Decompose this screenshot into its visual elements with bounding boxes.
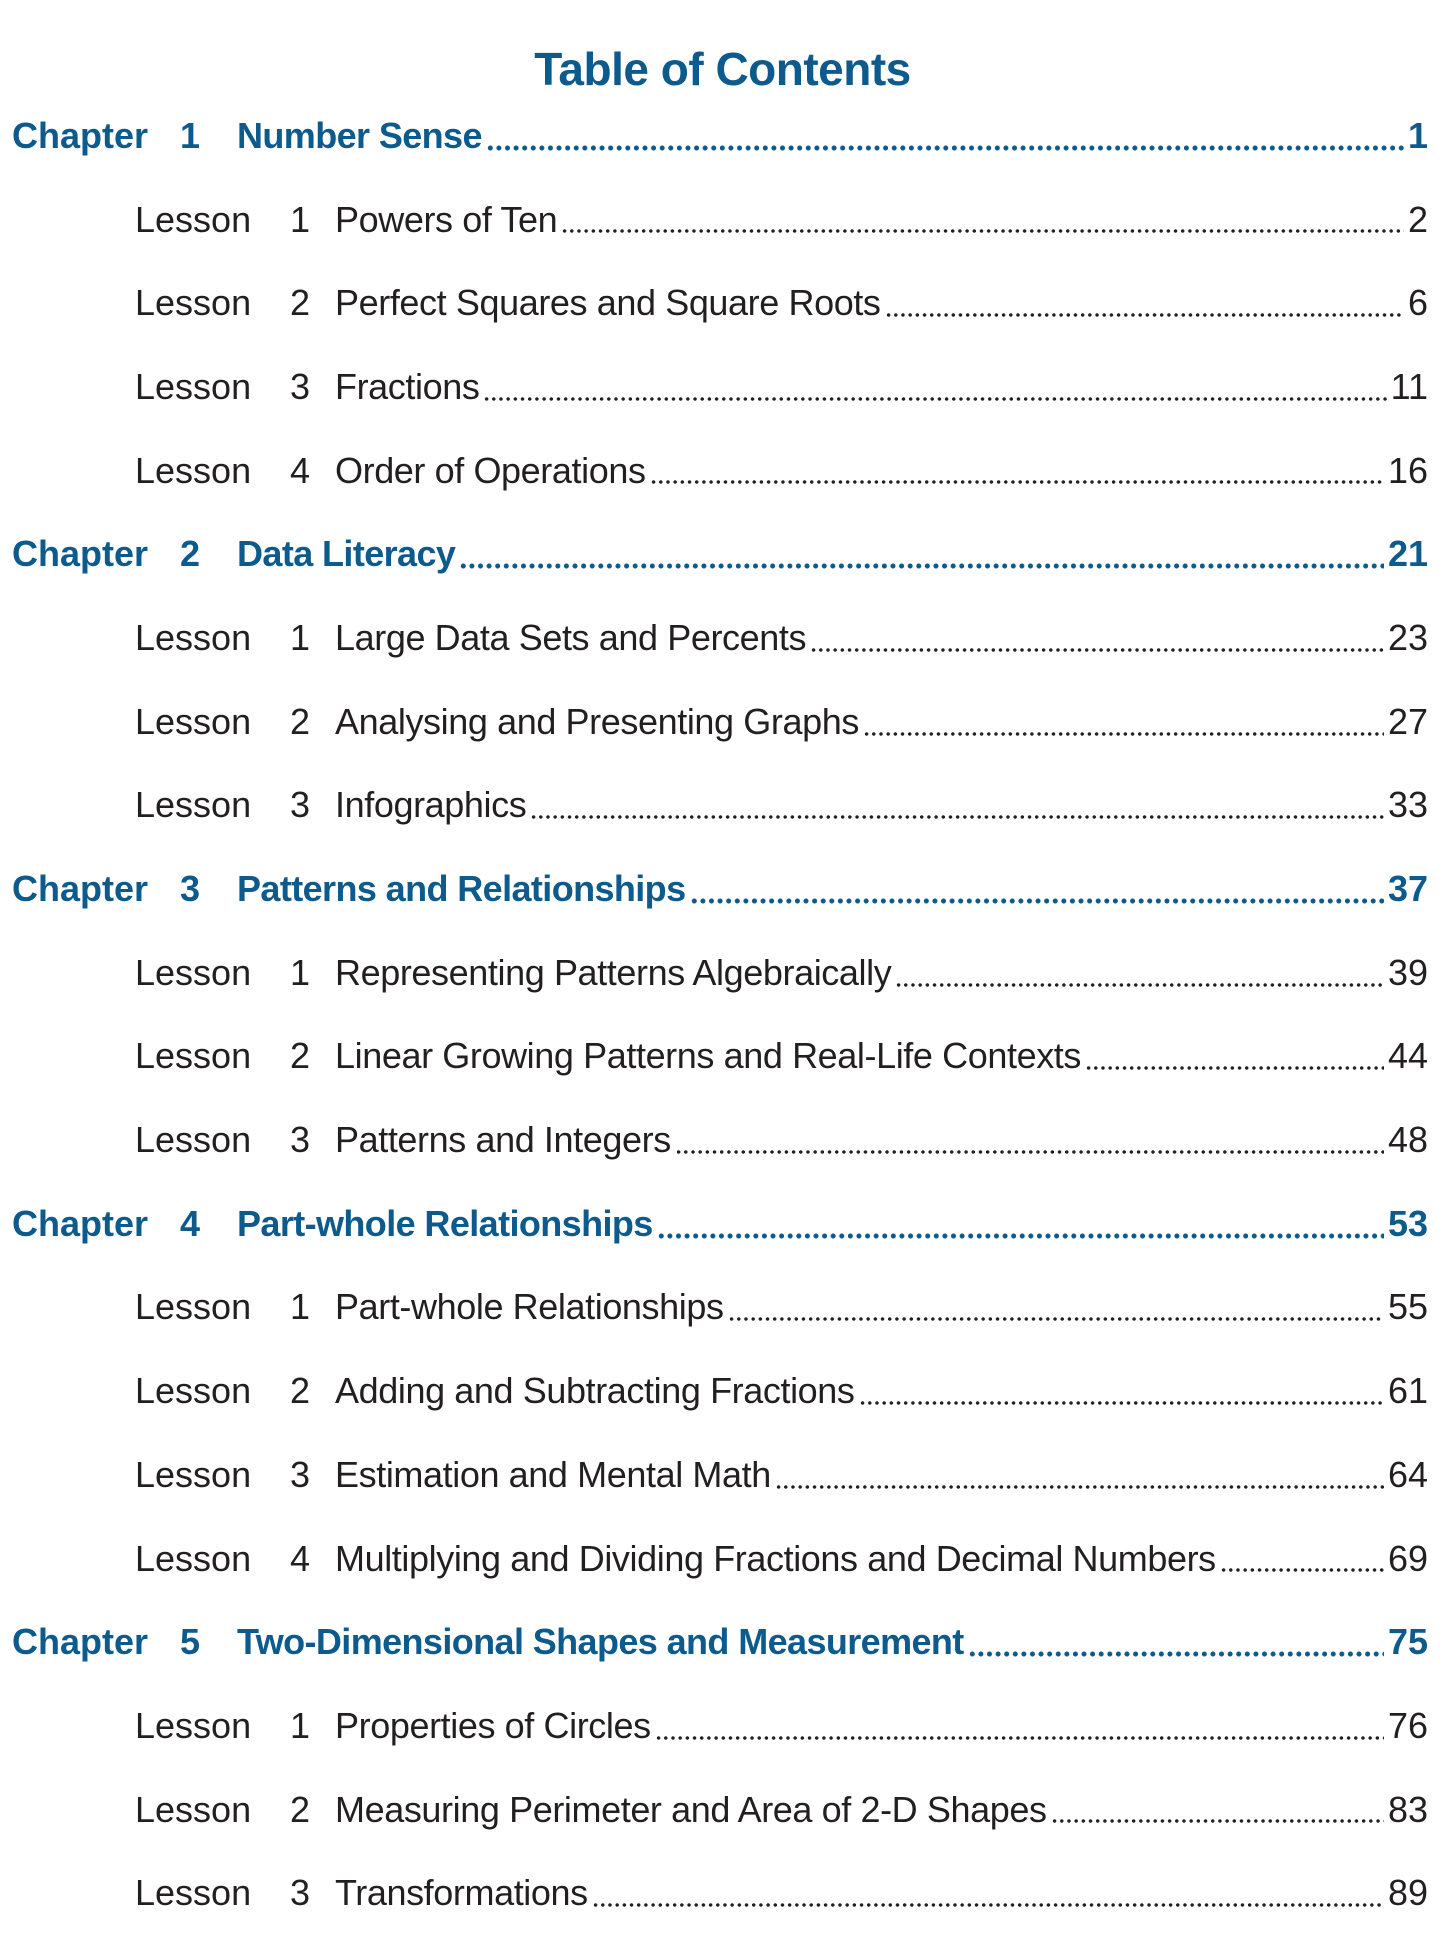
chapter-label: Chapter [12, 114, 149, 156]
dot-leader [690, 898, 1384, 904]
lesson-number: 3 [290, 784, 311, 826]
lesson-number: 2 [290, 700, 311, 742]
lesson-label: Lesson [135, 1788, 252, 1830]
lesson-number: 2 [290, 1035, 311, 1077]
lesson-number: 1 [290, 616, 311, 658]
lesson-title[interactable]: Infographics [335, 784, 527, 826]
lesson-number: 1 [290, 198, 311, 240]
dot-leader [859, 1400, 1384, 1406]
chapter-label: Chapter [12, 868, 149, 910]
lesson-title[interactable]: Powers of Ten [335, 198, 558, 240]
toc-list [0, 94, 1445, 1935]
toc-lesson-entry[interactable] [0, 931, 1445, 1015]
dot-leader [810, 647, 1384, 653]
lesson-label: Lesson [135, 784, 252, 826]
chapter-page-number[interactable]: 75 [1387, 1621, 1428, 1663]
lesson-prefix [135, 1705, 335, 1747]
lesson-title[interactable]: Properties of Circles [335, 1704, 651, 1746]
lesson-title[interactable]: Analysing and Presenting Graphs [335, 700, 859, 742]
lesson-prefix [135, 282, 335, 324]
lesson-title[interactable]: Fractions [335, 365, 480, 407]
lesson-page-number[interactable]: 2 [1407, 198, 1428, 240]
lesson-number: 4 [290, 1537, 311, 1579]
lesson-prefix [135, 1454, 335, 1496]
chapter-page-number[interactable]: 1 [1407, 114, 1428, 156]
lesson-title[interactable]: Adding and Subtracting Fractions [335, 1370, 855, 1412]
lesson-label: Lesson [135, 1035, 252, 1077]
lesson-title[interactable]: Perfect Squares and Square Roots [335, 282, 881, 324]
dot-leader [530, 814, 1384, 820]
toc-lesson-entry[interactable] [0, 1098, 1445, 1182]
lesson-number: 2 [290, 282, 311, 324]
chapter-title[interactable]: Part-whole Relationships [237, 1202, 653, 1244]
dot-leader [657, 1233, 1384, 1239]
chapter-prefix [12, 115, 237, 157]
toc-lesson-entry[interactable] [0, 429, 1445, 513]
dot-leader [655, 1735, 1384, 1741]
lesson-prefix [135, 617, 335, 659]
lesson-prefix [135, 1538, 335, 1580]
lesson-label: Lesson [135, 616, 252, 658]
toc-lesson-entry[interactable] [0, 1349, 1445, 1433]
toc-chapter-entry[interactable] [0, 1182, 1445, 1266]
chapter-prefix [12, 868, 237, 910]
chapter-title[interactable]: Data Literacy [237, 533, 456, 575]
lesson-label: Lesson [135, 1453, 252, 1495]
toc-chapter-entry[interactable] [0, 847, 1445, 931]
lesson-page-number[interactable]: 69 [1387, 1537, 1428, 1579]
lesson-label: Lesson [135, 1370, 252, 1412]
lesson-number: 2 [290, 1788, 311, 1830]
chapter-prefix [12, 1203, 237, 1245]
chapter-label: Chapter [12, 1621, 149, 1663]
lesson-prefix [135, 1286, 335, 1328]
lesson-page-number[interactable]: 23 [1387, 616, 1428, 658]
chapter-prefix [12, 533, 237, 575]
lesson-page-number[interactable]: 83 [1387, 1788, 1428, 1830]
dot-leader [483, 396, 1386, 402]
lesson-title[interactable]: Estimation and Mental Math [335, 1453, 771, 1495]
lesson-number: 1 [290, 951, 311, 993]
lesson-title[interactable]: Patterns and Integers [335, 1119, 671, 1161]
lesson-label: Lesson [135, 365, 252, 407]
lesson-title[interactable]: Order of Operations [335, 449, 646, 491]
lesson-page-number[interactable]: 16 [1387, 449, 1428, 491]
toc-chapter-entry[interactable] [0, 1600, 1445, 1684]
lesson-page-number[interactable]: 11 [1390, 365, 1428, 407]
lesson-label: Lesson [135, 951, 252, 993]
lesson-prefix [135, 199, 335, 241]
lesson-prefix [135, 1035, 335, 1077]
lesson-label: Lesson [135, 198, 252, 240]
lesson-label: Lesson [135, 1119, 252, 1161]
chapter-number: 2 [180, 533, 201, 575]
dot-leader [1085, 1065, 1384, 1071]
dot-leader [1051, 1818, 1384, 1824]
lesson-title[interactable]: Large Data Sets and Percents [335, 616, 807, 658]
lesson-prefix [135, 1370, 335, 1412]
lesson-prefix [135, 784, 335, 826]
toc-chapter-entry[interactable] [0, 512, 1445, 596]
chapter-title[interactable]: Patterns and Relationships [237, 868, 686, 910]
dot-leader [675, 1149, 1384, 1155]
toc-lesson-entry[interactable] [0, 680, 1445, 764]
dot-leader [592, 1902, 1384, 1908]
lesson-title[interactable]: Representing Patterns Algebraically [335, 951, 892, 993]
chapter-label: Chapter [12, 1202, 149, 1244]
lesson-prefix [135, 952, 335, 994]
chapter-page-number[interactable]: 37 [1387, 868, 1428, 910]
lesson-page-number[interactable]: 55 [1387, 1286, 1428, 1328]
lesson-page-number[interactable]: 27 [1387, 700, 1428, 742]
lesson-prefix [135, 1119, 335, 1161]
lesson-label: Lesson [135, 1537, 252, 1579]
lesson-label: Lesson [135, 1704, 252, 1746]
lesson-page-number[interactable]: 61 [1387, 1370, 1428, 1412]
dot-leader [885, 312, 1404, 318]
toc-lesson-entry[interactable] [0, 261, 1445, 345]
chapter-number: 4 [180, 1202, 201, 1244]
lesson-page-number[interactable]: 48 [1387, 1119, 1428, 1161]
lesson-page-number[interactable]: 33 [1387, 784, 1428, 826]
dot-leader [561, 228, 1404, 234]
toc-lesson-entry[interactable] [0, 596, 1445, 680]
dot-leader [486, 145, 1404, 151]
lesson-label: Lesson [135, 449, 252, 491]
lesson-prefix [135, 1872, 335, 1914]
chapter-number: 1 [180, 114, 201, 156]
chapter-prefix [12, 1621, 237, 1663]
chapter-title[interactable]: Number Sense [237, 114, 482, 156]
chapter-page-number[interactable]: 21 [1387, 533, 1428, 575]
chapter-label: Chapter [12, 533, 149, 575]
chapter-number: 5 [180, 1621, 201, 1663]
toc-lesson-entry[interactable] [0, 1768, 1445, 1852]
lesson-title[interactable]: Measuring Perimeter and Area of 2-D Shapes [335, 1788, 1047, 1830]
toc-lesson-entry[interactable] [0, 764, 1445, 848]
lesson-page-number[interactable]: 39 [1387, 951, 1428, 993]
dot-leader [968, 1651, 1384, 1657]
page-title: Table of Contents [534, 42, 911, 95]
toc-lesson-entry[interactable] [0, 1015, 1445, 1099]
lesson-prefix [135, 450, 335, 492]
lesson-page-number[interactable]: 76 [1387, 1704, 1428, 1746]
lesson-label: Lesson [135, 700, 252, 742]
toc-lesson-entry[interactable] [0, 1517, 1445, 1601]
toc-lesson-entry[interactable] [0, 178, 1445, 262]
dot-leader [459, 563, 1384, 569]
lesson-prefix [135, 366, 335, 408]
dot-leader [863, 731, 1384, 737]
chapter-number: 3 [180, 868, 201, 910]
toc-lesson-entry[interactable] [0, 1684, 1445, 1768]
toc-lesson-entry[interactable] [0, 1433, 1445, 1517]
lesson-label: Lesson [135, 1286, 252, 1328]
lesson-number: 3 [290, 1453, 311, 1495]
lesson-number: 3 [290, 365, 311, 407]
dot-leader [650, 479, 1384, 485]
lesson-number: 1 [290, 1286, 311, 1328]
lesson-number: 3 [290, 1872, 311, 1914]
lesson-title[interactable]: Linear Growing Patterns and Real-Life Contexts [335, 1035, 1082, 1077]
lesson-label: Lesson [135, 1872, 252, 1914]
lesson-page-number[interactable]: 6 [1407, 282, 1428, 324]
lesson-prefix [135, 701, 335, 743]
toc-lesson-entry[interactable] [0, 1851, 1445, 1935]
lesson-prefix [135, 1789, 335, 1831]
toc-chapter-entry[interactable] [0, 94, 1445, 178]
lesson-page-number[interactable]: 44 [1387, 1035, 1428, 1077]
lesson-number: 2 [290, 1370, 311, 1412]
chapter-page-number[interactable]: 53 [1387, 1202, 1428, 1244]
toc-lesson-entry[interactable] [0, 345, 1445, 429]
toc-lesson-entry[interactable] [0, 1266, 1445, 1350]
lesson-label: Lesson [135, 282, 252, 324]
lesson-number: 4 [290, 449, 311, 491]
lesson-page-number[interactable]: 64 [1387, 1453, 1428, 1495]
lesson-number: 1 [290, 1704, 311, 1746]
lesson-number: 3 [290, 1119, 311, 1161]
lesson-title[interactable]: Multiplying and Dividing Fractions and Decimal Numbers [335, 1537, 1216, 1579]
lesson-page-number[interactable]: 89 [1387, 1872, 1428, 1914]
chapter-title[interactable]: Two-Dimensional Shapes and Measurement [237, 1621, 964, 1663]
dot-leader [895, 982, 1384, 988]
lesson-title[interactable]: Part-whole Relationships [335, 1286, 724, 1328]
dot-leader [728, 1316, 1384, 1322]
dot-leader [1220, 1567, 1384, 1573]
dot-leader [775, 1484, 1384, 1490]
lesson-title[interactable]: Transformations [335, 1872, 588, 1914]
